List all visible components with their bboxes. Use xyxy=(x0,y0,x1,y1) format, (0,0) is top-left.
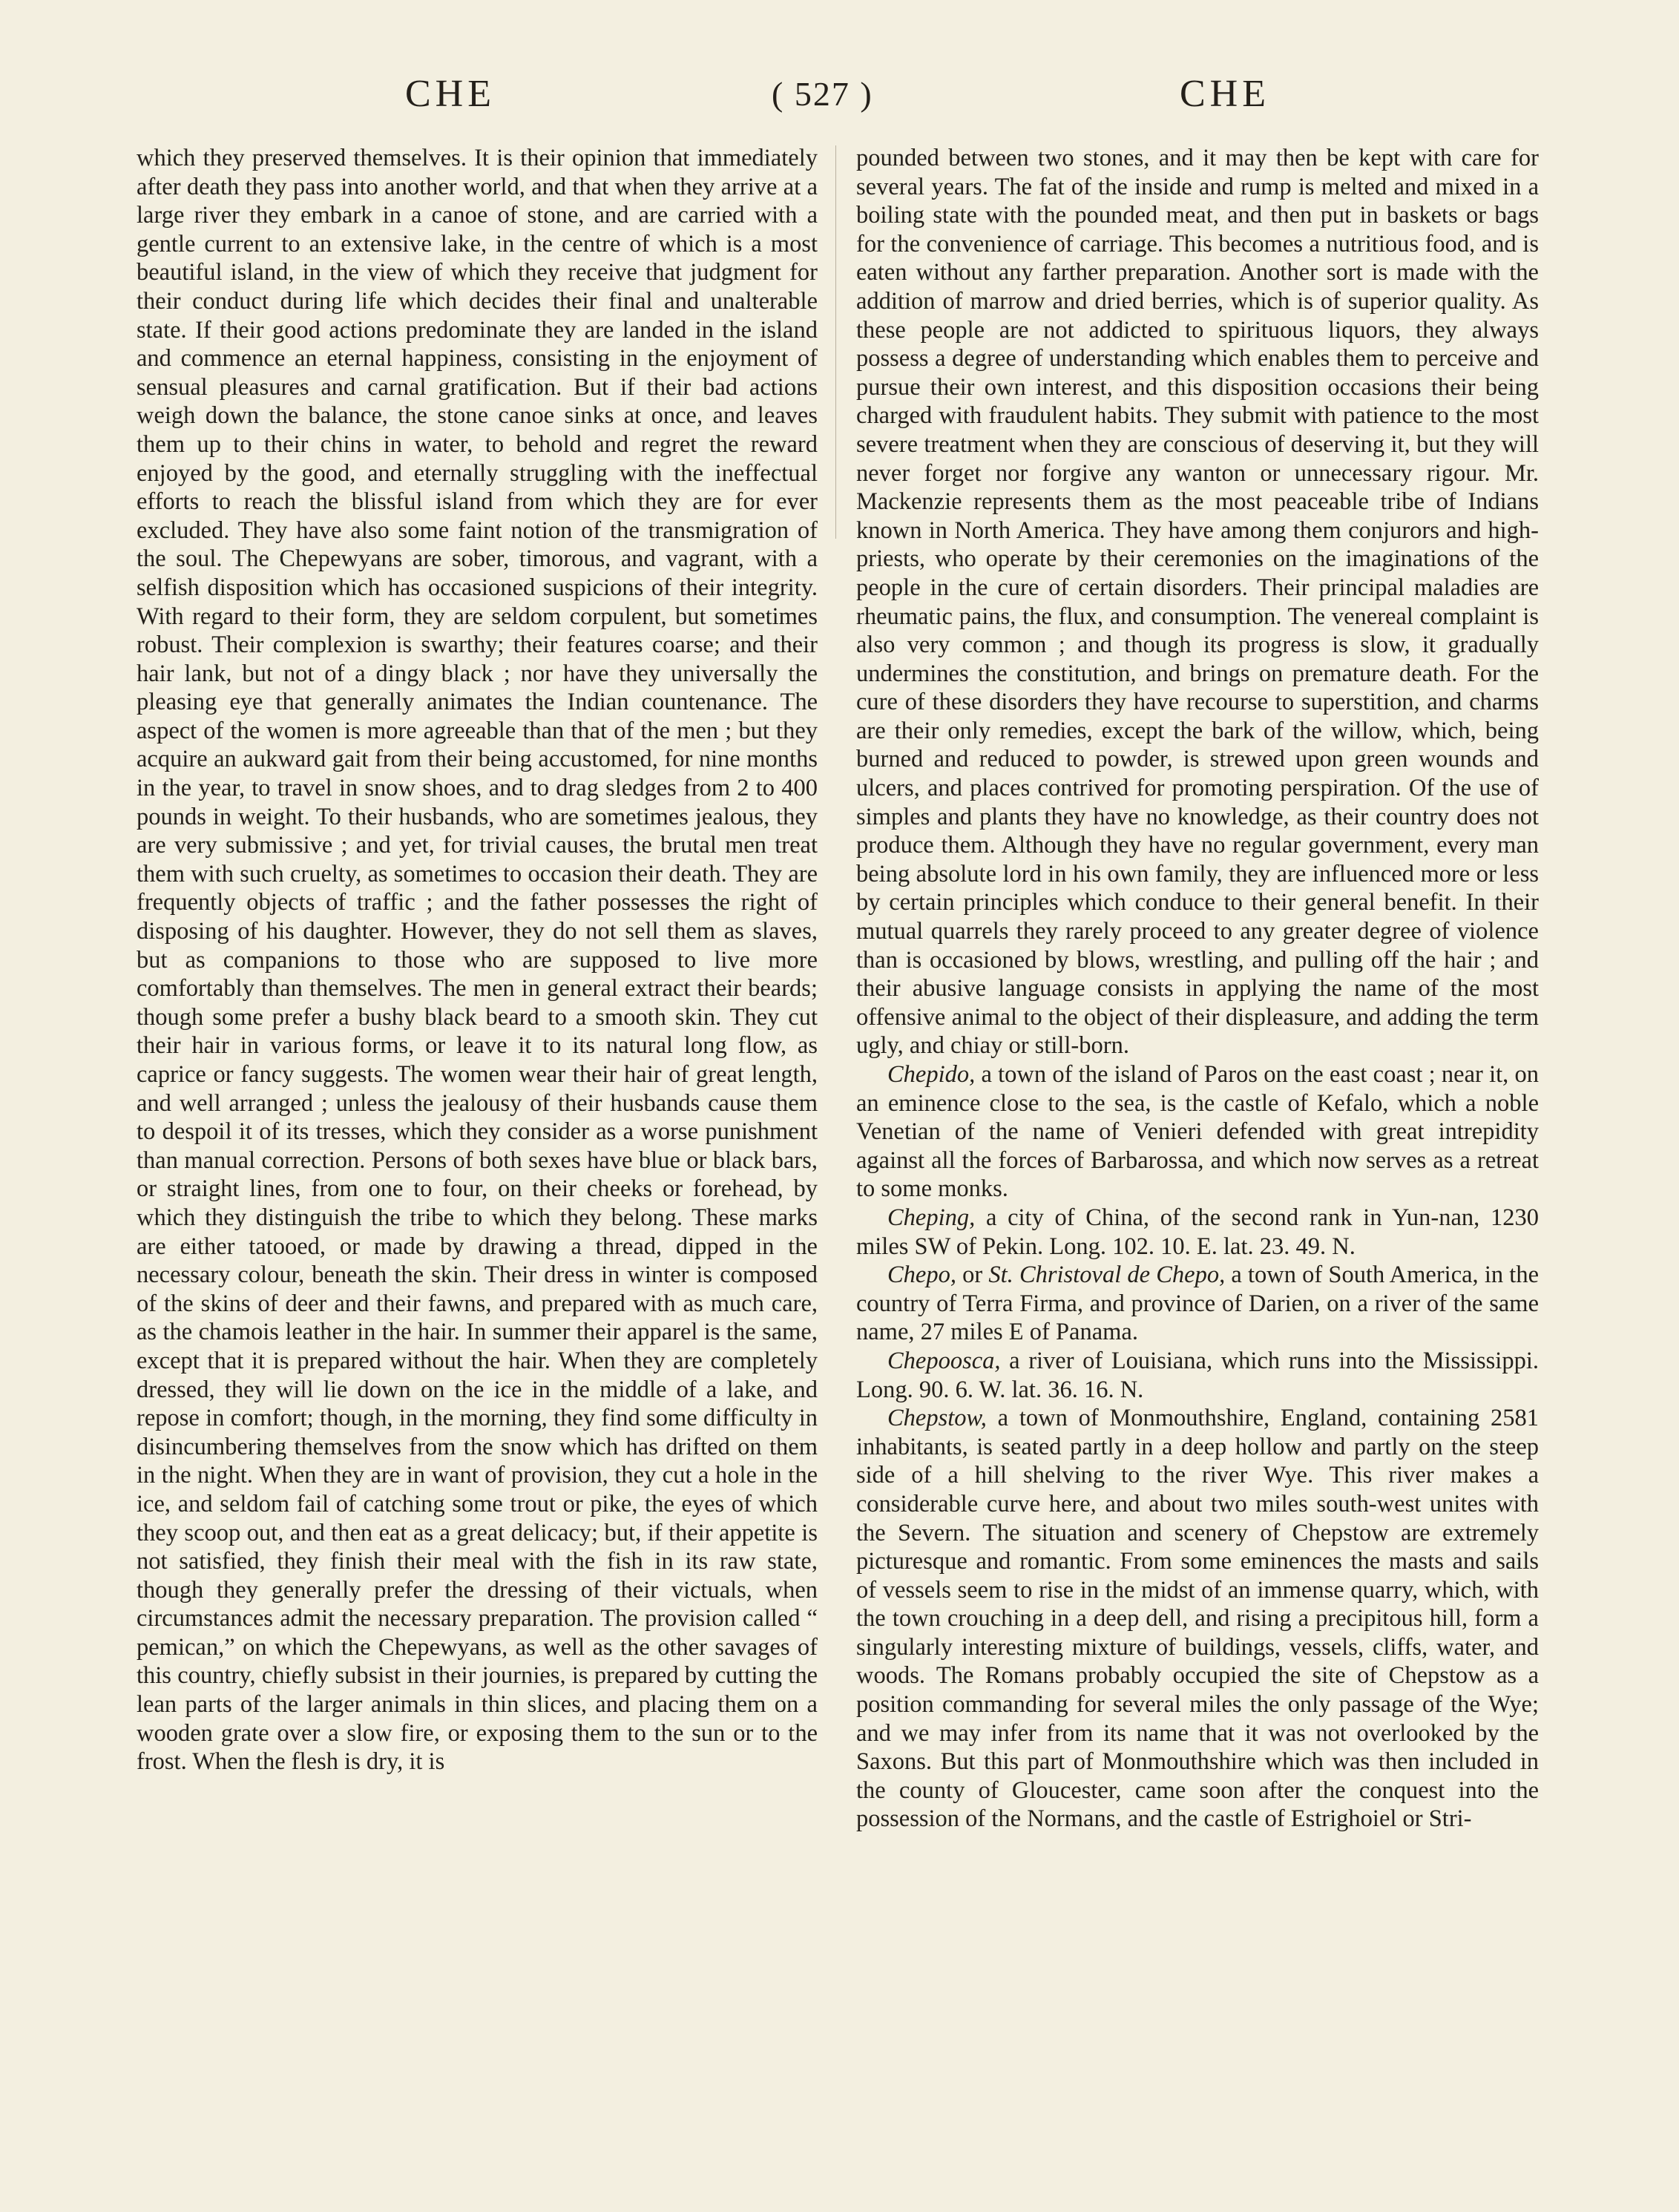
entry-text: a town of the island of Paros on the east coast ; near it, on an eminence close to the sea, is the castle of Kefalo, which a noble Venetian of the name of Venieri defended with great intrepidity against all the forces of Barbarossa, and which now serves as a retreat to some monks. xyxy=(856,1061,1539,1203)
left-column-text: which they preserved themselves. It is their opinion that immediately after death they pass into another world, and that when they arrive at a large river they embark in a canoe of stone, and are carried with a gentle current to an extensive lake, in the centre of which is a most beautiful island, in the view of which they receive that judgment for their conduct during life which decides their final and unalterable state. If their good actions predominate they are landed in the island and commence an eternal happiness, consisting in the enjoyment of sensual pleasures and carnal gratification. But if their bad actions weigh down the balance, the stone canoe sinks at once, and leaves them up to their chins in water, to behold and regret the reward enjoyed by the good, and eternally struggling with the ineffectual efforts to reach the blissful island from which they are for ever excluded. They have also some faint notion of the transmigration of the soul. The Chepewyans are sober, timorous, and vagrant, with a selfish disposition which has occasioned suspicions of their integrity. With regard to their form, they are seldom corpulent, but sometimes robust. Their complexion is swarthy; their features coarse; and their hair lank, but not of a dingy black ; nor have they universally the pleasing eye that generally animates the Indian countenance. The aspect of the women is more agreeable than that of the men ; but they acquire an aukward gait from their being accustomed, for nine months in the year, to travel in snow shoes, and to drag sledges from 2 to 400 pounds in weight. To their husbands, who are sometimes jealous, they are very submissive ; and yet, for trivial causes, the brutal men treat them with such cruelty, as sometimes to occasion their death. They are frequently objects of traffic ; and the father possesses the right of disposing of his daughter. However, they do not sell them as slaves, but as companions to those who are supposed to live more comfortably than themselves. The men in general extract their beards; though some prefer a bushy black beard to a smooth skin. They cut their hair in various forms, or leave it to its natural long flow, as caprice or fancy suggests. The women wear their hair of great length, and well arranged ; unless the jealousy of their husbands cause them to despoil it of its tresses, which they consider as a worse punishment than manual correction. Persons of both sexes have blue or black bars, or straight lines, from one to four, on their cheeks or forehead, by which they distinguish the tribe to which they belong. These marks are either tatooed, or made by drawing a thread, dipped in the necessary colour, beneath the skin. Their dress in winter is composed of the skins of deer and their fawns, and prepared with as much care, as the chamois leather in the hair. In summer their apparel is the same, except that it is prepared without the hair. When they are completely dressed, they will lie down on the ice in the middle of a lake, and repose in comfort; though, in the morning, they find some difficulty in disincumbering themselves from the snow which has drifted on them in the night. When they are in want of provision, they cut a hole in the ice, and seldom fail of catching some trout or pike, the eyes of which they scoop out, and then eat as a great delicacy; but, if their appetite is not satisfied, they finish their meal with the fish in its raw state, though they generally prefer the dressing of their victuals, when circumstances admit the necessary preparation. The provision called “ pemican,” on which the Chepewyans, as well as the other savages of this country, chiefly subsist in their journies, is prepared by cutting the lean parts of the larger animals in thin slices, and placing them on a wooden grate over a slow fire, or exposing them to the sun or to the frost. When the flesh is dry, it is xyxy=(137,145,818,1776)
entry-term: Chepoosca, xyxy=(887,1347,1001,1374)
entry-term: Chepido, xyxy=(887,1061,976,1088)
gazetteer-entry-chepido xyxy=(856,1060,1539,1204)
entry-text: a river of Louisiana, which runs into the Mississippi. Long. 90. 6. W. lat. 36. 16. N. xyxy=(856,1347,1539,1403)
entry-text: a town of Monmouthshire, England, containing 2581 inhabitants, is seated partly in a deep hollow and partly on the steep side of a hill shelving to the river Wye. This river makes a considerable curve here, and about two miles south-west unites with the Severn. The situation and scenery of Chepstow are extremely picturesque and romantic. From some eminences the masts and sails of vessels seem to rise in the midst of an immense quarry, which, with the town crouching in a deep dell, and rising a precipitous hill, form a singularly interesting mixture of buildings, vessels, cliffs, water, and woods. The Romans probably occupied the site of Chepstow as a position commanding for several miles the only passage of the Wye; and we may infer from its name that it was not overlooked by the Saxons. But this part of Monmouthshire which was then included in the county of Gloucester, came soon after the conquest into the possession of the Normans, and the castle of Estrighoiel or Stri- xyxy=(856,1405,1539,1833)
entry-text: a town of South America, in the country of Terra Firma, and province of Darien, on a river of the same name, 27 miles E of Panama. xyxy=(856,1261,1539,1346)
gazetteer-entry-cheping xyxy=(856,1204,1539,1261)
column-divider xyxy=(835,145,836,539)
gazetteer-entry-chepstow xyxy=(856,1404,1539,1834)
right-column-continuation: pounded between two stones, and it may then be kept with care for several years. The fat of the inside and rump is melted and mixed in a boiling state with the pounded meat, and then put in baskets or bags for the convenience of carriage. This becomes a nutritious food, and is eaten without any farther preparation. Another sort is made with the addition of marrow and dried berries, which is of superior quality. As these people are not addicted to spirituous liquors, they always possess a degree of understanding which enables them to perceive and pursue their own interest, and this disposition occasions their being charged with fraudulent habits. They submit with patience to the most severe treatment when they are conscious of deserving it, but they will never forget nor forgive any wanton or unnecessary rigour. Mr. Mackenzie represents them as the most peaceable tribe of Indians known in North America. They have among them conjurors and high-priests, who operate by their ceremonies on the imaginations of the people in the cure of certain disorders. Their principal maladies are rheumatic pains, the flux, and consumption. The venereal complaint is also very common ; and though its progress is slow, it gradually undermines the constitution, and brings on premature death. For the cure of these disorders they have recourse to superstition, and charms are their only remedies, except the bark of the willow, which, being burned and reduced to powder, is strewed upon green wounds and ulcers, and places contrived for promoting perspiration. Of the use of simples and plants they have no knowledge, as their country does not produce them. Although they have no regular government, every man being absolute lord in his own family, they are influenced more or less by certain principles which conduce to their general benefit. In their mutual quarrels they rarely proceed to any greater degree of violence than is occasioned by blows, wrestling, and pulling off the hair ; and their abusive language consists in applying the name of the most offensive animal to the object of their displeasure, and adding the term ugly, and chiay or still-born. xyxy=(856,145,1539,1060)
gazetteer-entry-chepoosca xyxy=(856,1347,1539,1404)
running-header xyxy=(0,71,1679,123)
entry-connector: or xyxy=(956,1261,989,1289)
gazetteer-entry-chepo xyxy=(856,1261,1539,1347)
entry-term: Chepstow, xyxy=(887,1405,987,1432)
right-column xyxy=(856,144,1539,2177)
left-column xyxy=(137,144,818,2177)
entry-text: a city of China, of the second rank in Yun-nan, 1230 miles SW of Pekin. Long. 102. 10. E. lat. 23. 49. N. xyxy=(856,1204,1539,1260)
entry-term: Cheping, xyxy=(887,1204,976,1231)
entry-alt-term: St. Christoval de Chepo, xyxy=(988,1261,1226,1289)
left-guide-word: CHE xyxy=(405,73,496,115)
page-number: ( 527 ) xyxy=(772,75,873,113)
right-guide-word: CHE xyxy=(1180,73,1270,115)
entry-term: Chepo, xyxy=(887,1261,956,1289)
